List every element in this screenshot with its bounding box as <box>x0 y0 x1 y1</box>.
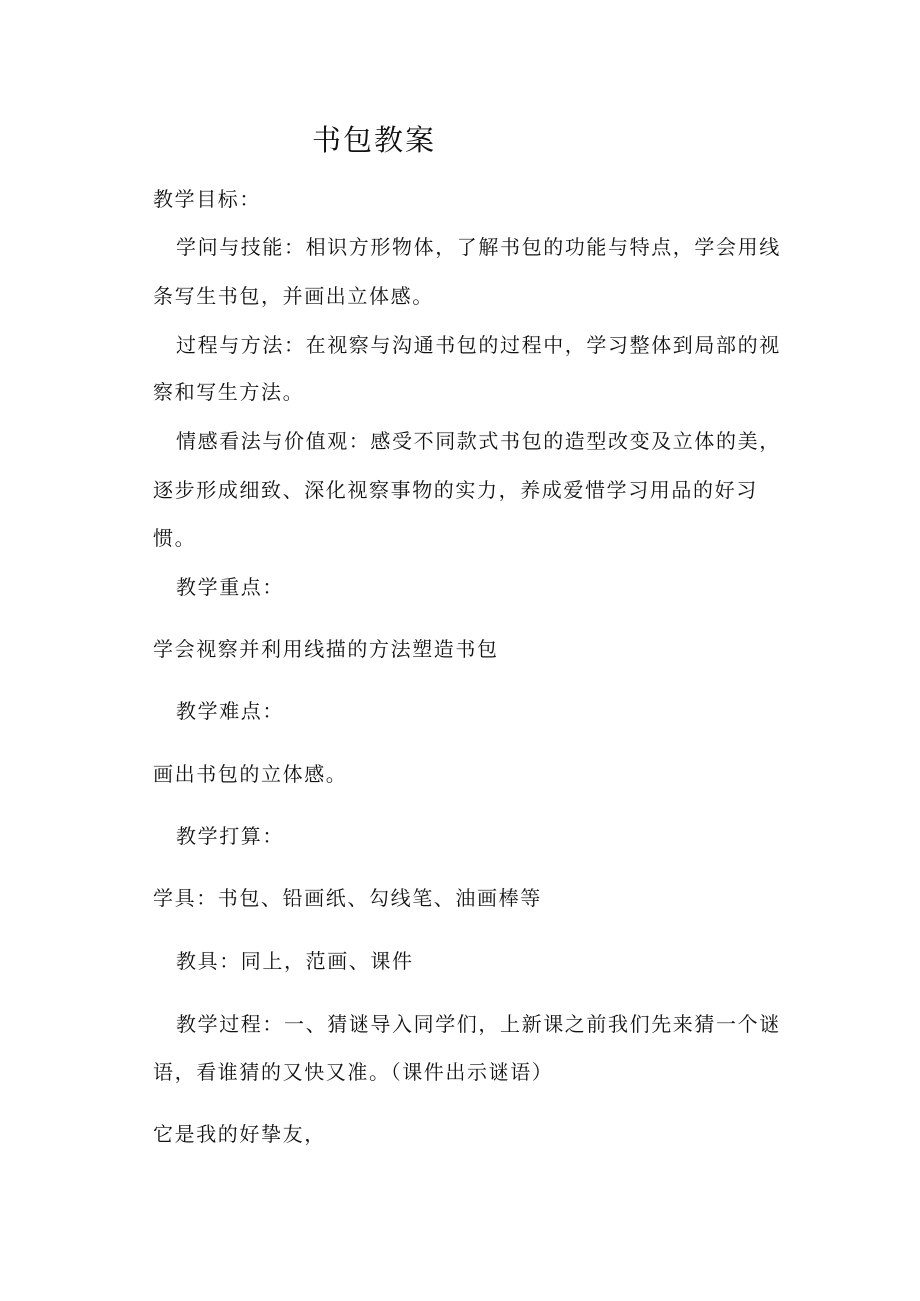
paragraph-line: 画出书包的立体感。 <box>153 762 348 786</box>
paragraph-line: 学会视察并利用线描的方法塑造书包 <box>153 637 499 661</box>
paragraph-line: 学具：书包、铅画纸、勾线笔、油画棒等 <box>153 886 542 910</box>
paragraph-line: 教学过程：一、猜谜导入同学们，上新课之前我们先来猜一个谜 <box>176 1012 781 1036</box>
section-heading-preparation: 教学打算： <box>176 824 284 848</box>
paragraph-line: 教具：同上，范画、课件 <box>176 949 414 973</box>
section-heading-teaching-goals: 教学目标： <box>153 187 261 211</box>
document-title: 书包教案 <box>312 123 437 157</box>
paragraph-line: 过程与方法：在视察与沟通书包的过程中，学习整体到局部的视 <box>176 333 781 357</box>
section-heading-key-points: 教学重点： <box>176 575 284 599</box>
paragraph-line: 惯。 <box>153 526 197 550</box>
paragraph-line: 条写生书包，并画出立体感。 <box>153 284 434 308</box>
paragraph-line: 它是我的好挚友， <box>153 1122 326 1146</box>
paragraph-line: 语，看谁猜的又快又准。（课件出示谜语） <box>153 1060 554 1084</box>
paragraph-line: 逐步形成细致、深化视察事物的实力，养成爱惜学习用品的好习 <box>153 478 758 502</box>
section-heading-difficulties: 教学难点： <box>176 699 284 723</box>
paragraph-line: 察和写生方法。 <box>153 380 305 404</box>
paragraph-line: 情感看法与价值观：感受不同款式书包的造型改变及立体的美， <box>176 429 781 453</box>
paragraph-line: 学问与技能：相识方形物体，了解书包的功能与特点，学会用线 <box>176 235 781 259</box>
